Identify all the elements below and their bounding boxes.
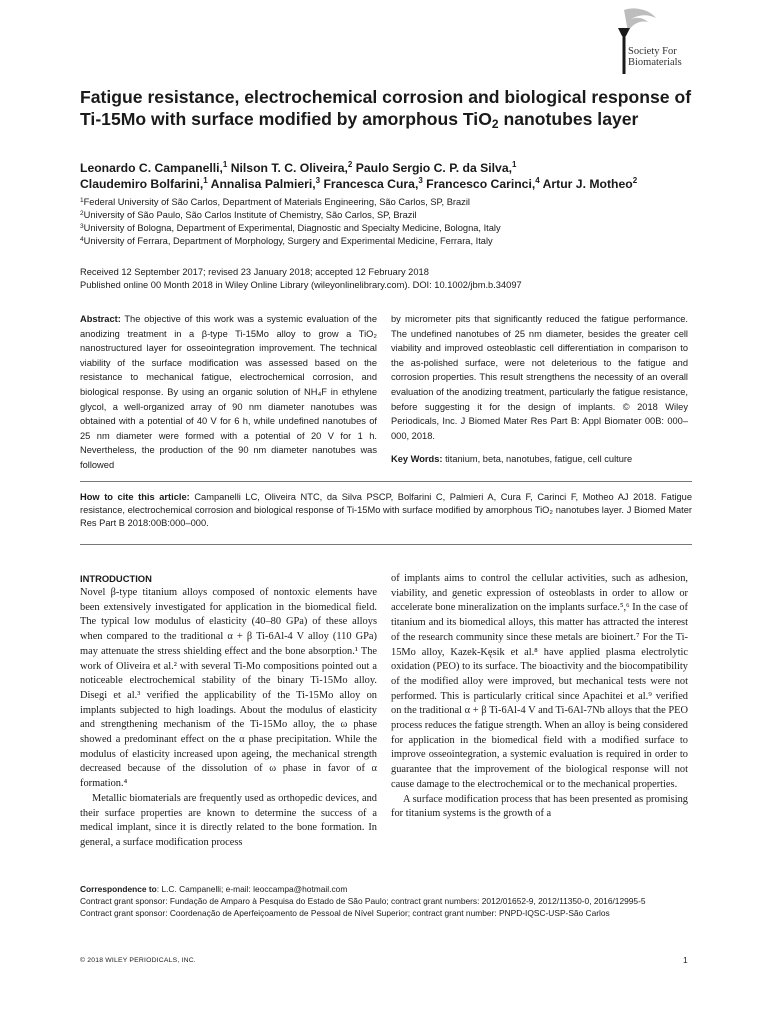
- publication-dates: Received 12 September 2017; revised 23 January 2018; accepted 12 February 2018 Published online 00 Month 2018 in Wiley Online Library (wileyonlinelibrary.com). DOI: 10.1002/jbm.b.34097: [80, 267, 522, 290]
- section-heading-introduction: INTRODUCTION: [80, 573, 152, 584]
- affiliation-1: $^1$Federal University of São Carlos, Department of Materials Engineering, São Carlos, SP, Brazil: [80, 197, 470, 207]
- affiliations: [80, 196, 700, 248]
- abstract-left: Abstract: The objective of this work was a systemic evaluation of the anodizing treatment in a β-type Ti-15Mo alloy to grow a TiO₂ nanostructured layer for osseointegration improvement. The technical viability of the surface modification was assessed based on the resistance to mechanical fatigue, electrochemical corrosion, and biological response. By using an organic solution of NH₄F in ethylene glycol, a well-organized array of 90 nm diameter nanotubes was obtained with a potential of 40 V for 6 h, while undefined nanotubes of 25 nm diameter were formed with a potential of 20 V for 1 h. Nevertheless, the production of the 90 nm diameter nanotubes was followed: [80, 314, 377, 470]
- how-to-cite: How to cite this article: Campanelli LC, Oliveira NTC, da Silva PSCP, Bolfarini C, Palmieri A, Cura F, Carinci F, Motheo AJ 2018. Fatigue resistance, electrochemical corrosion and biological response of Ti-15Mo with surface modified by amorphous TiO₂ nanotubes layer. J Biomed Mater Res Part B 2018:00B:000–000.: [80, 492, 692, 528]
- intro-paragraph-4: A surface modification process that has been presented as promising for titanium systems is the growth of a: [391, 793, 688, 820]
- abstract-right: by micrometer pits that significantly reduced the fatigue performance. The undefined nanotubes of 25 nm diameter, besides the greater cell viability and improved osteoblastic cell differentiation in comparison to the as-polished surface, were not deleterious to the fatigue and corrosion properties. This result strengthens the necessity of an overall evaluation of the anodizing treatment, particularly the fatigue resistance, before suggesting it for the design of implants. © 2018 Wiley Periodicals, Inc. J Biomed Mater Res Part B: Appl Biomater 00B: 000–000, 2018.: [391, 314, 688, 441]
- affiliation-4: $^4$University of Ferrara, Department of Morphology, Surgery and Experimental Medicine, Ferrara, Italy: [80, 236, 493, 246]
- keywords: Key Words: titanium, beta, nanotubes, fatigue, cell culture: [391, 454, 633, 464]
- divider-top: [80, 481, 692, 482]
- intro-paragraph-1: Novel β-type titanium alloys composed of nontoxic elements have been extensively investigated for application in the biomedical field. The typical low modulus of elasticity (40–80 GPa) of these alloys when compared to the traditional α + β Ti-6Al-4 V alloy (110 GPa) may attenuate the stress shielding effect and the bone absorption.¹ The work of Oliveira et al.² with several Ti-Mo compositions pointed out a noticeable electrochemical stability of the binary Ti-15Mo alloy. Disegi et al.³ verified the applicability of the Ti-15Mo alloy on implants subjected to high loadings. About the modulus of elasticity and strengthening mechanism of the Ti-15Mo alloy, the ω phase showed a predominant effect on the α phase precipitation. While the modulus of elasticity increased upon ageing, the mechanical strength decreased because of the dissolution of ω phase in favor of α formation.⁴: [80, 587, 377, 790]
- intro-paragraph-3: of implants aims to control the cellular activities, such as adhesion, viability, and genetic expression of osteoblasts in order to allow or accelerate bone mineralization on the implants surface.⁵,⁶ In the case of titanium and its biomedical alloys, this matter has attracted the interest of the research community since these metals are bioinert.⁷ For the Ti-15Mo alloy, Kazek-Kęsik et al.⁸ have applied plasma electrolytic oxidation (PEO) to its surface. The bioactivity and the biocompatibility of the modified alloy were improved, but mechanical tests were not performed. This is particularly critical since Apachitei et al.⁹ verified on the traditional α + β Ti-6Al-4 V and Ti-6Al-7Nb alloys that the PEO process reduces the fatigue strength. When an alloy is being considered for application in the biomedical field with a modified surface to improve osseointegration, a systemic evaluation is required in order to guarantee that the improvement of the biological response will not cause damage to the electrochemical or to the mechanical properties.: [391, 573, 688, 790]
- body-column-right: [391, 572, 688, 822]
- logo-text: Society For Biomaterials: [628, 46, 682, 68]
- body-column-left: [80, 572, 377, 851]
- footnotes: Correspondence to: L.C. Campanelli; e-mail: leoccampa@hotmail.com Contract grant sponsor: Fundação de Amparo à Pesquisa do Estado de São Paulo; contract grant numbers: 2012/01652-9, 2012/11350-0, 2016/12995-5 Contract grant sponsor: Coordenação de Aperfeiçoamento de Pessoal de Nível Superior; contract grant number: PNPD-IQSC-USP-São Carlos: [80, 884, 646, 918]
- page-number: 1: [683, 955, 688, 965]
- society-for-biomaterials-logo: [606, 6, 696, 76]
- affiliation-2: $^2$University of São Paulo, São Carlos Institute of Chemistry, São Carlos, SP, Brazil: [80, 210, 417, 220]
- affiliation-3: $^3$University of Bologna, Department of Experimental, Diagnostic and Specialty Medicine, Bologna, Italy: [80, 223, 501, 233]
- article-title: Fatigue resistance, electrochemical corrosion and biological response of Ti-15Mo with surface modified by amorphous TiO$_2$ nanotubes layer: [80, 87, 692, 131]
- intro-paragraph-2: Metallic biomaterials are frequently used as orthopedic devices, and their surface properties are known to determine the success of a medical implant, since it is directly related to the bone formation. In general, a surface modification process: [80, 792, 377, 848]
- copyright-footer: © 2018 WILEY PERIODICALS, INC.: [80, 957, 196, 964]
- divider-bottom: [80, 544, 692, 545]
- author-list: Leonardo C. Campanelli,$^1$ Nilson T. C. Oliveira,$^2$ Paulo Sergio C. P. da Silva,$^1$ Claudemiro Bolfarini,$^1$ Annalisa Palmieri,$^3$ Francesca Cura,$^3$ Francesco Carinci,$^4$ Artur J. Motheo$^2$: [80, 160, 638, 191]
